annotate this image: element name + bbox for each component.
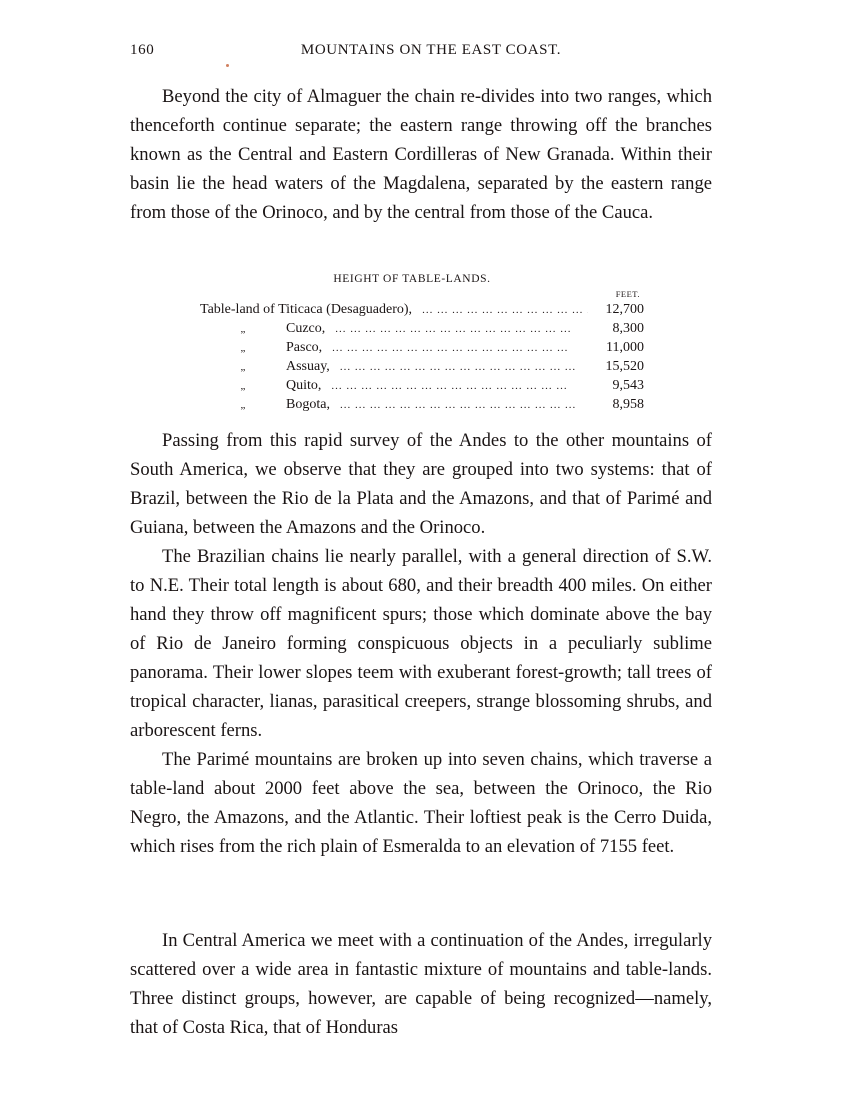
row-value: 8,300 <box>612 321 644 336</box>
table-row <box>200 395 644 414</box>
ink-speck <box>226 64 229 67</box>
row-label: Quito, <box>286 378 322 393</box>
leader-dots <box>330 358 588 376</box>
row-label: Pasco, <box>286 340 323 355</box>
leader-dots <box>330 396 588 414</box>
leader-dots <box>412 301 588 319</box>
paragraph-south-america: Passing from this rapid survey of the Andes to the other mountains of South America, we observe that they are grouped into two systems: that of Brazil, between the Rio de la Plata and the Amazons, and that of Parimé and Guiana, between the Amazons and the Orinoco. <box>130 430 712 538</box>
table-caption: HEIGHT OF TABLE-LANDS. <box>333 273 491 285</box>
table-row <box>200 319 644 338</box>
table-rows <box>200 300 644 414</box>
paragraph-parime-mountains: The Parimé mountains are broken up into seven chains, which traverse a table-land about 2000 feet above the sea, between the Orinoco, the Rio Negro, the Amazons, and the Atlantic. Their loftiest peak is the Cerro Duida, which rises from the rich plain of Esmeralda to an elevation of 7155 feet. <box>130 749 712 857</box>
table-unit-label: FEET. <box>615 289 640 299</box>
leader-dots <box>322 339 588 357</box>
row-label: Cuzco, <box>286 321 326 336</box>
text-block-top <box>130 82 712 227</box>
ditto-mark: „ <box>240 399 246 411</box>
ditto-mark: „ <box>240 342 246 354</box>
leader-dots <box>325 320 588 338</box>
table-row <box>200 357 644 376</box>
leader-dots <box>321 377 588 395</box>
table-row <box>200 338 644 357</box>
row-value: 12,700 <box>605 302 644 317</box>
table-heights <box>200 272 644 414</box>
row-value: 9,543 <box>612 378 644 393</box>
paragraph-central-america: In Central America we meet with a continuation of the Andes, irregularly scattered over a wide area in fantastic mixture of mountains and table-lands. Three distinct groups, however, are capable of being recognized—namely, that of Costa Rica, that of Honduras <box>130 930 712 1038</box>
row-label: Bogota, <box>286 397 330 412</box>
running-head <box>130 42 712 66</box>
row-value: 15,520 <box>605 359 644 374</box>
text-block-bottom <box>130 926 712 1042</box>
paragraph-almaguer: Beyond the city of Almaguer the chain re-divides into two ranges, which thenceforth continue separate; the eastern range throwing off the branches known as the Central and Eastern Cordilleras of New Granada. Within their basin lie the head waters of the Magdalena, separated by the eastern range from those of the Orinoco, and by the central from those of the Cauca. <box>130 86 712 223</box>
table-row <box>200 376 644 395</box>
paragraph-brazilian-chains: The Brazilian chains lie nearly parallel, with a general direction of S.W. to N.E. Their total length is about 680, and their breadth 400 miles. On either hand they throw off magnificent spurs; those which dominate above the bay of Rio de Janeiro forming conspicuous objects in a peculiarly sublime panorama. Their lower slopes teem with exuberant forest-growth; tall trees of tropical character, lianas, parasitical creepers, strange blossoming shrubs, and arborescent ferns. <box>130 546 712 741</box>
running-title: MOUNTAINS ON THE EAST COAST. <box>300 42 562 58</box>
page-number: 160 <box>130 42 155 58</box>
row-value: 8,958 <box>612 397 644 412</box>
row-value: 11,000 <box>606 340 644 355</box>
ditto-mark: „ <box>240 361 246 373</box>
text-block-middle <box>130 426 712 861</box>
table-row <box>200 300 644 319</box>
ditto-mark: „ <box>240 380 246 392</box>
row-label: Table-land of Titicaca (Desaguadero), <box>200 302 413 317</box>
row-label: Assuay, <box>286 359 330 374</box>
ditto-mark: „ <box>240 323 246 335</box>
